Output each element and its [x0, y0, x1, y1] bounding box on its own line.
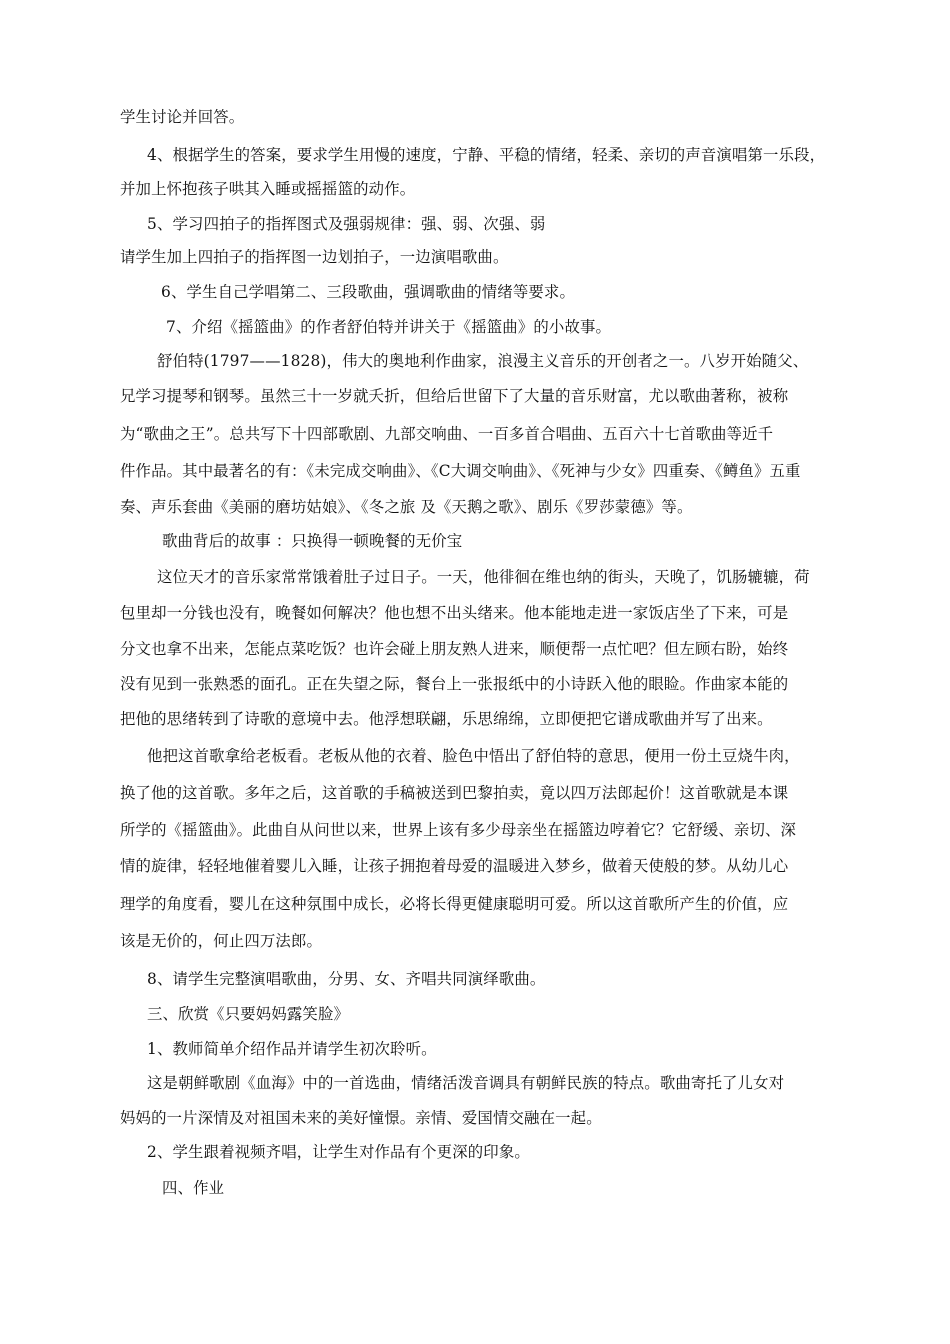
text-line: 兄学习提琴和钢琴。虽然三十一岁就夭折，但给后世留下了大量的音乐财富，尤以歌曲著称，被称 [120, 387, 789, 405]
text-line: 学生讨论并回答。 [120, 108, 245, 126]
text-line: 三、欣赏《只要妈妈露笑脸》 [147, 1005, 350, 1023]
text-line: 舒伯特(1797——1828)，伟大的奥地利作曲家，浪漫主义音乐的开创者之一。八岁开始随父、 [157, 352, 809, 370]
text-line: 奏、声乐套曲《美丽的磨坊姑娘》、《冬之旅 及《天鹅之歌》、剧乐《罗莎蒙德》等。 [120, 498, 693, 516]
text-line: 这位天才的音乐家常常饿着肚子过日子。一天，他徘徊在维也纳的街头，天晚了，饥肠辘辘，荷 [157, 568, 810, 586]
text-line: 把他的思绪转到了诗歌的意境中去。他浮想联翩，乐思绵绵，立即便把它谱成歌曲并写了出来。 [120, 710, 773, 728]
text-line: 请学生加上四拍子的指挥图一边划拍子，一边演唱歌曲。 [120, 248, 509, 266]
text-line: 8、请学生完整演唱歌曲，分男、女、齐唱共同演绎歌曲。 [147, 970, 546, 988]
text-line: 5、学习四拍子的指挥图式及强弱规律：强、弱、次强、弱 [147, 215, 546, 233]
text-line: 分文也拿不出来，怎能点菜吃饭？也许会碰上朋友熟人进来，顺便帮一点忙吧？但左顾右盼，始终 [120, 640, 789, 658]
text-line: 并加上怀抱孩子哄其入睡或摇摇篮的动作。 [120, 180, 416, 198]
text-line: 没有见到一张熟悉的面孔。正在失望之际，餐台上一张报纸中的小诗跃入他的眼睑。作曲家本能的 [120, 675, 789, 693]
text-line: 换了他的这首歌。多年之后，这首歌的手稿被送到巴黎拍卖，竟以四万法郎起价！这首歌就是本课 [120, 784, 789, 802]
text-line: 所学的《摇篮曲》。此曲自从问世以来，世界上该有多少母亲坐在摇篮边哼着它？它舒缓、亲切、深 [120, 821, 797, 839]
text-line: 为“歌曲之王”。总共写下十四部歌剧、九部交响曲、一百多首合唱曲、五百六十七首歌曲等近千 [120, 425, 774, 443]
text-line: 理学的角度看，婴儿在这种氛围中成长，必将长得更健康聪明可爱。所以这首歌所产生的价值，应 [120, 895, 789, 913]
text-line: 1、教师简单介绍作品并请学生初次聆听。 [147, 1040, 437, 1058]
text-line: 妈妈的一片深情及对祖国未来的美好憧憬。亲情、爱国情交融在一起。 [120, 1109, 602, 1127]
text-line: 6、学生自己学唱第二、三段歌曲，强调歌曲的情绪等要求。 [161, 283, 575, 301]
text-line: 他把这首歌拿给老板看。老板从他的衣着、脸色中悟出了舒伯特的意思，便用一份土豆烧牛肉， [147, 747, 800, 765]
text-line: 件作品。其中最著名的有：《未完成交响曲》、《C大调交响曲》、《死神与少女》四重奏、《鳟鱼》五重 [120, 462, 801, 480]
text-line: 这是朝鲜歌剧《血海》中的一首选曲，情绪活泼音调具有朝鲜民族的特点。歌曲寄托了儿女对 [147, 1074, 785, 1092]
text-line: 7、介绍《摇篮曲》的作者舒伯特并讲关于《摇篮曲》的小故事。 [166, 318, 612, 336]
text-line: 情的旋律，轻轻地催着婴儿入睡，让孩子拥抱着母爱的温暖进入梦乡，做着天使般的梦。从幼儿心 [120, 857, 789, 875]
text-line: 四、作业 [162, 1179, 225, 1197]
text-line: 歌曲背后的故事 ：只换得一顿晚餐的无价宝 [162, 532, 463, 550]
text-line: 包里却一分钱也没有，晚餐如何解决？他也想不出头绪来。他本能地走进一家饭店坐了下来，可是 [120, 604, 789, 622]
text-line: 2、学生跟着视频齐唱，让学生对作品有个更深的印象。 [147, 1143, 530, 1161]
text-line: 4、根据学生的答案，要求学生用慢的速度，宁静、平稳的情绪，轻柔、亲切的声音演唱第一乐段， [147, 146, 826, 164]
text-line: 该是无价的，何止四万法郎。 [120, 932, 323, 950]
